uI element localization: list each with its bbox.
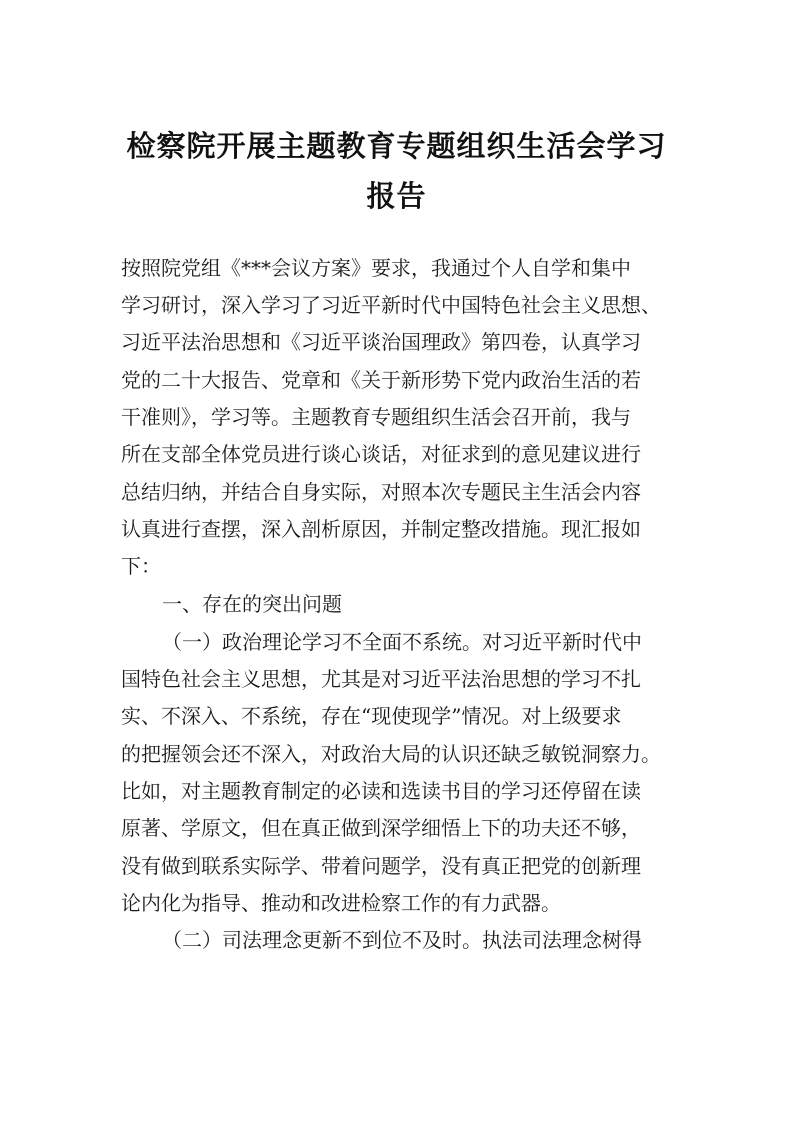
body-line-1: 按照院党组《***会议方案》要求，我通过个人自学和集中 xyxy=(121,256,631,280)
body-line-6: 所在支部全体党员进行谈心谈话，对征求到的意见建议进行 xyxy=(121,442,641,466)
body-line-4: 党的二十大报告、党章和《关于新形势下党内政治生活的若 xyxy=(121,368,641,392)
body-line-16: 原著、学原文，但在真正做到深学细悟上下的功夫还不够， xyxy=(121,816,641,840)
body-line-2: 学习研讨，深入学习了习近平新时代中国特色社会主义思想、 xyxy=(121,293,661,317)
body-line-8: 认真进行查摆，深入剖析原因，并制定整改措施。现汇报如 xyxy=(121,517,641,541)
body-line-15: 比如，对主题教育制定的必读和选读书目的学习还停留在读 xyxy=(121,779,641,803)
body-line-7: 总结归纳，并结合自身实际，对照本次专题民主生活会内容 xyxy=(121,480,641,504)
section-heading: 一、存在的突出问题 xyxy=(162,592,342,616)
body-line-18: 论内化为指导、推动和改进检察工作的有力武器。 xyxy=(121,891,561,915)
document-title-line-1: 检察院开展主题教育专题组织生活会学习 xyxy=(126,129,667,163)
body-line-11: （一）政治理论学习不全面不系统。对习近平新时代中 xyxy=(162,630,642,654)
body-line-19: （二）司法理念更新不到位不及时。执法司法理念树得 xyxy=(162,928,642,952)
body-line-12: 国特色社会主义思想，尤其是对习近平法治思想的学习不扎 xyxy=(121,667,641,691)
document-title-line-2: 报告 xyxy=(366,179,427,213)
body-line-13: 实、不深入、不系统，存在“现使现学”情况。对上级要求 xyxy=(121,704,622,728)
body-line-9: 下： xyxy=(121,554,161,578)
body-line-3: 习近平法治思想和《习近平谈治国理政》第四卷，认真学习 xyxy=(121,330,641,354)
body-line-17: 没有做到联系实际学、带着问题学，没有真正把党的创新理 xyxy=(121,854,641,878)
body-line-14: 的把握领会还不深入，对政治大局的认识还缺乏敏锐洞察力。 xyxy=(121,742,661,766)
body-line-5: 干准则》，学习等。主题教育专题组织生活会召开前，我与 xyxy=(121,405,631,429)
